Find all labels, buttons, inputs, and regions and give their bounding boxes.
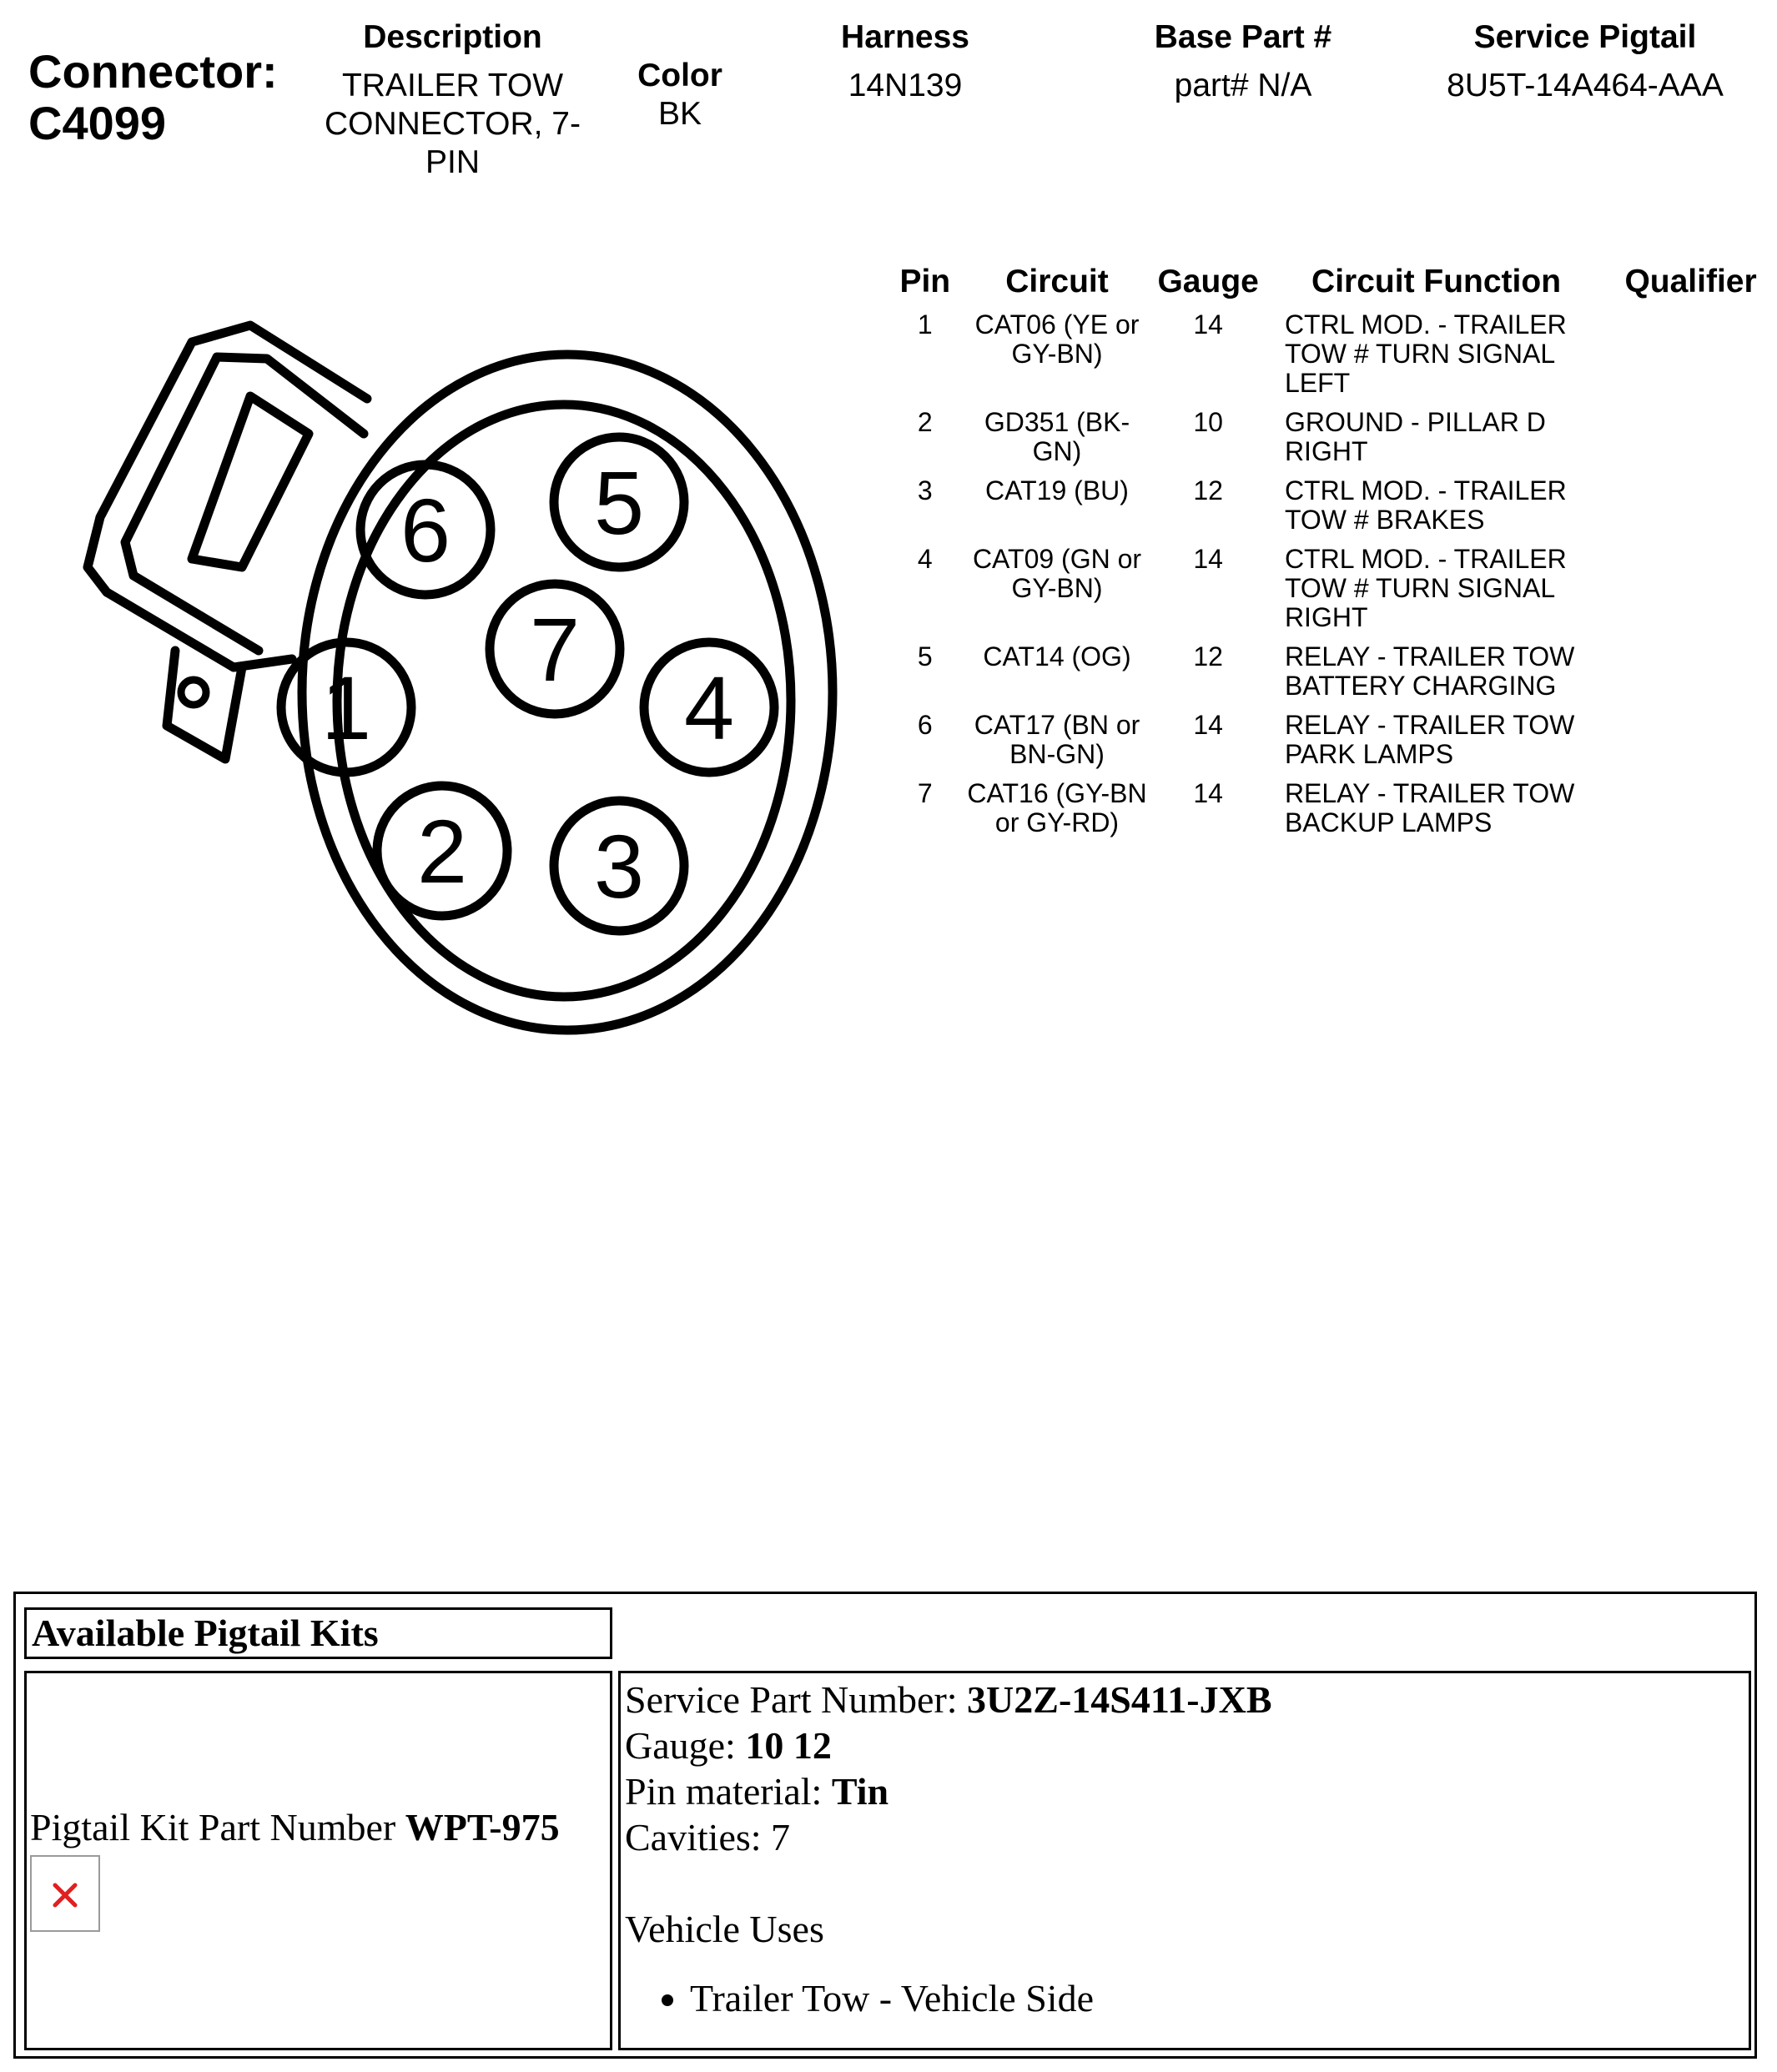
pigtail-kits-header: Available Pigtail Kits <box>24 1607 612 1659</box>
gauge-cell: 12 <box>1193 475 1223 505</box>
vehicle-uses-list <box>625 1975 1749 2021</box>
gauge-cell: 10 <box>1193 407 1223 437</box>
description-column <box>309 18 597 182</box>
pin-cell: 3 <box>917 475 933 505</box>
spacer <box>625 1860 1749 1906</box>
pin-table <box>884 264 1777 847</box>
function-cell: CTRL MOD. - TRAILER TOW # BRAKES <box>1284 475 1567 535</box>
pin-number-label: 5 <box>593 452 645 553</box>
function-cell: CTRL MOD. - TRAILER TOW # TURN SIGNAL LEFT <box>1284 309 1567 398</box>
table-row <box>884 545 1777 642</box>
gauge-value: 10 12 <box>745 1724 832 1767</box>
gauge-cell: 14 <box>1193 309 1223 339</box>
color-title: Color <box>637 58 722 93</box>
function-cell: RELAY - TRAILER TOW BACKUP LAMPS <box>1284 778 1575 837</box>
pin-cell: 6 <box>917 710 933 740</box>
pin-cell: 4 <box>917 544 933 574</box>
column-header-qualifier: Qualifier <box>1624 264 1757 299</box>
cavities-value: 7 <box>771 1816 791 1858</box>
gauge-cell: 14 <box>1193 544 1223 574</box>
harness-title: Harness <box>841 19 969 55</box>
qualifier-cell <box>1604 408 1777 476</box>
color-column <box>613 57 747 133</box>
pin-number-label: 7 <box>529 599 581 700</box>
mounting-hole <box>181 680 206 705</box>
circuit-cell: CAT16 (GY-BN or GY-RD) <box>967 778 1147 837</box>
service-part-number-line <box>625 1677 1749 1722</box>
broken-image-x-icon <box>32 1857 98 1930</box>
connector-face-diagram <box>67 309 851 1059</box>
connector-id: C4099 <box>28 97 167 149</box>
pin-material-line <box>625 1768 1749 1814</box>
table-row <box>884 310 1777 408</box>
pigtail-kit-cell <box>24 1671 612 2050</box>
qualifier-cell <box>1604 545 1777 642</box>
table-row <box>884 408 1777 476</box>
circuit-cell: CAT09 (GN or GY-BN) <box>972 544 1142 603</box>
service-pigtail-value: 8U5T-14A464-AAA <box>1447 68 1724 103</box>
pigtail-kit-details <box>618 1671 1751 2050</box>
pin-table-header-row <box>884 264 1777 310</box>
harness-column <box>801 18 1009 105</box>
connector-label <box>28 46 278 149</box>
table-row <box>884 642 1777 711</box>
connector-label-line1: Connector: <box>28 45 278 98</box>
pin-number-label: 6 <box>400 480 451 581</box>
pigtail-kits-panel <box>13 1592 1757 2059</box>
gauge-cell: 14 <box>1193 778 1223 808</box>
pin-number-label: 3 <box>593 816 645 917</box>
table-row <box>884 711 1777 779</box>
circuit-cell: CAT06 (YE or GY-BN) <box>974 309 1140 369</box>
column-header-circuit: Circuit <box>1005 264 1109 299</box>
pin-number-label: 1 <box>320 657 372 758</box>
pin-number-label: 4 <box>683 657 735 758</box>
list-item: • Trailer Tow - Vehicle Side <box>690 1975 1749 2021</box>
circuit-cell: CAT19 (BU) <box>985 475 1129 505</box>
qualifier-cell <box>1604 779 1777 847</box>
circuit-cell: CAT14 (OG) <box>983 641 1131 671</box>
vehicle-uses-label: Vehicle Uses <box>625 1908 824 1950</box>
pin-cell: 1 <box>917 309 933 339</box>
qualifier-cell <box>1604 711 1777 779</box>
circuit-cell: GD351 (BK-GN) <box>984 407 1130 466</box>
circuit-cell: CAT17 (BN or BN-GN) <box>974 710 1140 769</box>
color-value: BK <box>657 96 702 132</box>
base-part-value: part# N/A <box>1174 68 1312 103</box>
pin-cell: 5 <box>917 641 933 671</box>
table-row <box>884 779 1777 847</box>
base-part-column <box>1110 18 1377 105</box>
gauge-label: Gauge: <box>625 1724 746 1767</box>
service-pigtail-column <box>1410 18 1760 105</box>
description-title: Description <box>363 19 542 55</box>
pigtail-kit-number: WPT-975 <box>405 1806 560 1848</box>
pin-number-label: 2 <box>416 801 468 902</box>
column-header-circuit-function: Circuit Function <box>1311 264 1562 299</box>
latch-bracket-outer <box>88 325 367 667</box>
service-part-label: Service Part Number: <box>625 1678 968 1721</box>
pin-cavities <box>281 437 774 931</box>
pigtail-kit-label: Pigtail Kit Part Number <box>30 1806 405 1848</box>
harness-value: 14N139 <box>848 68 963 103</box>
description-value: TRAILER TOW CONNECTOR, 7-PIN <box>325 68 581 180</box>
cavities-line <box>625 1814 1749 1860</box>
cavities-label: Cavities: <box>625 1816 772 1858</box>
function-cell: CTRL MOD. - TRAILER TOW # TURN SIGNAL RIGHT <box>1284 544 1567 632</box>
pin-material-value: Tin <box>831 1770 889 1813</box>
latch-tab <box>192 396 309 567</box>
qualifier-cell <box>1604 310 1777 408</box>
gauge-cell: 14 <box>1193 710 1223 740</box>
function-cell: RELAY - TRAILER TOW PARK LAMPS <box>1284 710 1575 769</box>
function-cell: RELAY - TRAILER TOW BATTERY CHARGING <box>1284 641 1575 701</box>
column-header-gauge: Gauge <box>1157 264 1259 299</box>
pin-cell: 7 <box>917 778 933 808</box>
gauge-line <box>625 1722 1749 1768</box>
column-header-pin: Pin <box>899 264 951 299</box>
qualifier-cell <box>1604 642 1777 711</box>
pigtail-kit-part-number <box>30 1805 560 1849</box>
base-part-title: Base Part # <box>1154 19 1332 55</box>
qualifier-cell <box>1604 476 1777 545</box>
broken-image-icon <box>30 1855 100 1932</box>
function-cell: GROUND - PILLAR D RIGHT <box>1284 407 1546 466</box>
table-row <box>884 476 1777 545</box>
service-part-value: 3U2Z-14S411-JXB <box>967 1678 1272 1721</box>
pin-cell: 2 <box>917 407 933 437</box>
pin-material-label: Pin material: <box>625 1770 832 1813</box>
service-pigtail-title: Service Pigtail <box>1473 19 1697 55</box>
gauge-cell: 12 <box>1193 641 1223 671</box>
